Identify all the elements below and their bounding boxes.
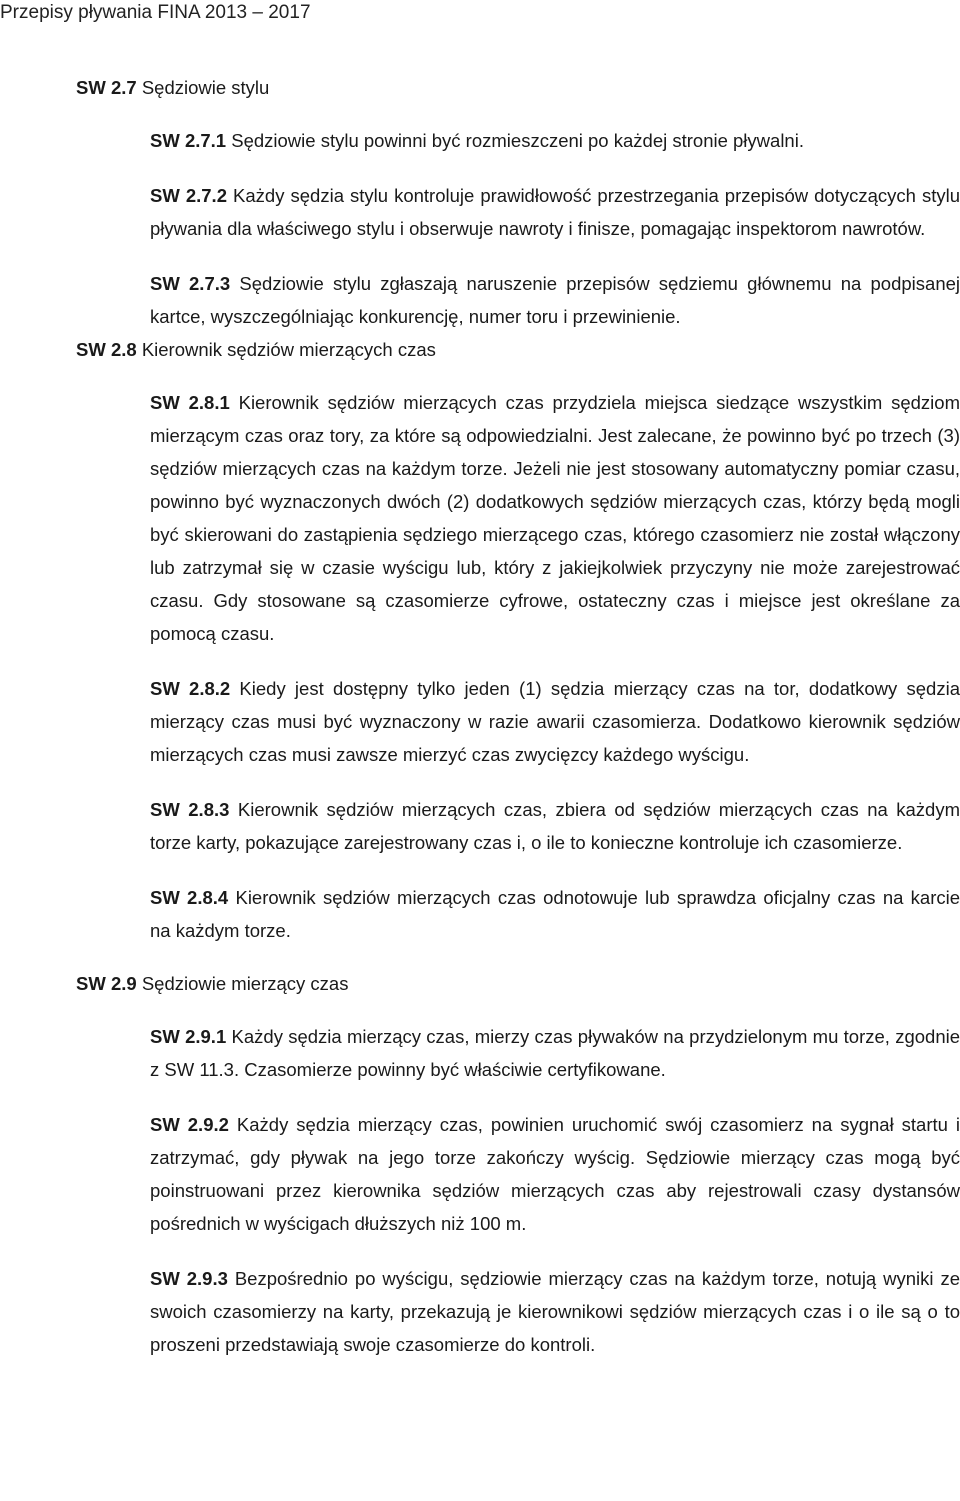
clause-number: SW 2.8.4 <box>150 887 229 908</box>
section-title: Sędziowie stylu <box>141 77 270 98</box>
clause-text: Każdy sędzia mierzący czas, powinien uruchomić swój czasomierz na sygnał startu i zatrzymać, gdy pływak na jego torze zakończy wyścig. Sędziowie mierzący czas mogą być poinstruowani przez kierownika sędziów mierzących czas aby rejestrowali czasy dystansów pośrednich w wyścigach dłuższych niż 100 m. <box>150 1114 960 1234</box>
clause-text: Każdy sędzia stylu kontroluje prawidłowość przestrzegania przepisów dotyczących stylu pływania dla właściwego stylu i obserwuje nawroty i finisze, pomagając inspektorom nawrotów. <box>150 185 960 239</box>
document-body <box>76 71 960 1361</box>
clause-number: SW 2.7.3 <box>150 273 231 294</box>
section-heading-sw-2-7 <box>76 71 960 104</box>
clause-text: Każdy sędzia mierzący czas, mierzy czas pływaków na przydzielonym mu torze, zgodnie z SW 11.3. Czasomierze powinny być właściwie certyfikowane. <box>150 1026 960 1080</box>
clause-number: SW 2.8.1 <box>150 392 230 413</box>
clause-number: SW 2.8.3 <box>150 799 230 820</box>
clause-number: SW 2.7.1 <box>150 130 227 151</box>
clause-sw-2-8-2 <box>150 672 960 771</box>
clause-text: Kierownik sędziów mierzących czas przydziela miejsca siedzące wszystkim sędziom mierzącym czas oraz tory, za które są odpowiedzialni. Jest zalecane, że powinno być po trzech (3) sędziów mierzących czas na każdym torze. Jeżeli nie jest stosowany automatyczny pomiar czasu, powinno być wyznaczonych dwóch (2) dodatkowych sędziów mierzących czas, którzy będą mogli być skierowani do zastąpienia sędziego mierzącego czas, którego czasomierz nie został włączony lub zatrzymał się w czasie wyścigu lub, który z jakiejkolwiek przyczyny nie może zarejestrować czasu. Gdy stosowane są czasomierze cyfrowe, ostateczny czas i miejsce jest określane za pomocą czasu. <box>150 392 960 644</box>
page-header-title: Przepisy pływania FINA 2013 – 2017 <box>0 2 311 23</box>
clause-text: Sędziowie stylu zgłaszają naruszenie przepisów sędziemu głównemu na podpisanej kartce, wyszczególniając konkurencję, numer toru i przewinienie. <box>150 273 960 327</box>
clause-sw-2-7-2 <box>150 179 960 245</box>
clause-text: Kierownik sędziów mierzących czas odnotowuje lub sprawdza oficjalny czas na karcie na każdym torze. <box>150 887 960 941</box>
clause-sw-2-9-3 <box>150 1262 960 1361</box>
clause-number: SW 2.9.2 <box>150 1114 229 1135</box>
clause-text: Sędziowie stylu powinni być rozmieszczeni po każdej stronie pływalni. <box>231 130 804 151</box>
section-heading-sw-2-8 <box>76 333 960 366</box>
clause-sw-2-9-1 <box>150 1020 960 1086</box>
clause-number: SW 2.9.1 <box>150 1026 227 1047</box>
clause-sw-2-8-3 <box>150 793 960 859</box>
section-heading-sw-2-9 <box>76 967 960 1000</box>
clause-sw-2-8-1 <box>150 386 960 650</box>
section-number: SW 2.9 <box>76 973 137 994</box>
clause-text: Kierownik sędziów mierzących czas, zbiera od sędziów mierzących czas na każdym torze karty, pokazujące zarejestrowany czas i, o ile to konieczne kontroluje ich czasomierze. <box>150 799 960 853</box>
clause-number: SW 2.8.2 <box>150 678 231 699</box>
clause-sw-2-7-3 <box>150 267 960 333</box>
clause-number: SW 2.7.2 <box>150 185 227 206</box>
section-title: Kierownik sędziów mierzących czas <box>141 339 436 360</box>
clause-sw-2-7-1 <box>150 124 960 157</box>
clause-sw-2-8-4 <box>150 881 960 947</box>
clause-number: SW 2.9.3 <box>150 1268 228 1289</box>
section-number: SW 2.7 <box>76 77 137 98</box>
clause-text: Kiedy jest dostępny tylko jeden (1) sędzia mierzący czas na tor, dodatkowy sędzia mierzący czas musi być wyznaczony w razie awarii czasomierza. Dodatkowo kierownik sędziów mierzących czas musi zawsze mierzyć czas zwycięzcy każdego wyścigu. <box>150 678 960 765</box>
clause-sw-2-9-2 <box>150 1108 960 1240</box>
clause-text: Bezpośrednio po wyścigu, sędziowie mierzący czas na każdym torze, notują wyniki ze swoich czasomierzy na karty, przekazują je kierownikowi sędziów mierzących czas i o ile są o to proszeni przedstawiają swoje czasomierze do kontroli. <box>150 1268 960 1355</box>
section-number: SW 2.8 <box>76 339 137 360</box>
section-title: Sędziowie mierzący czas <box>141 973 349 994</box>
